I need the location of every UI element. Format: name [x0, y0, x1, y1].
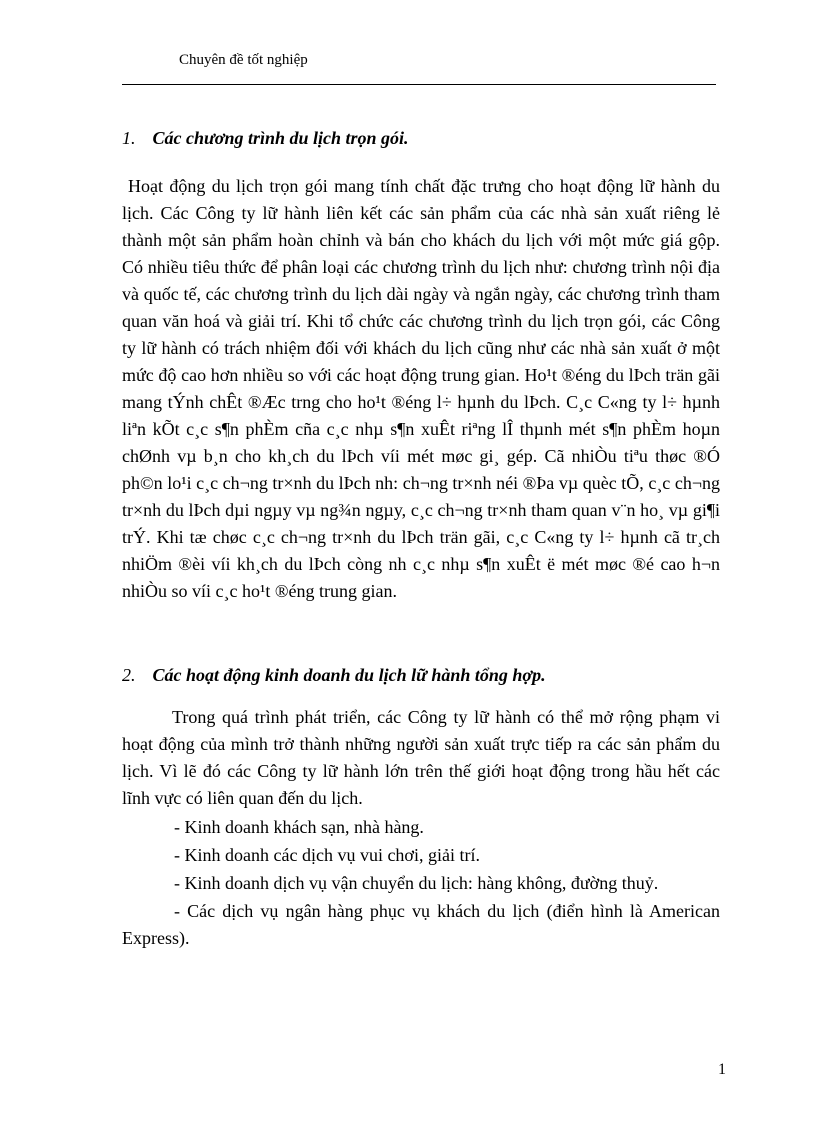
section-number-2: 2. — [122, 665, 136, 685]
section-title-2: Các hoạt động kinh doanh du lịch lữ hành tổng hợp. — [152, 665, 546, 685]
list-item: - Kinh doanh dịch vụ vận chuyển du lịch: hàng không, đường thuỷ. — [174, 873, 659, 893]
section-1-paragraph: Hoạt động du lịch trọn gói mang tính chất đặc trưng cho hoạt động lữ hành du lịch. Các Công ty lữ hành liên kết các sản phẩm của các nhà sản xuất riêng lẻ thành một sản phẩm hoàn chỉnh và bán cho khách du lịch với một mức giá gộp. Có nhiều tiêu thức để phân loại các chương trình du lịch như: chương trình nội địa và quốc tế, các chương trình du lịch dài ngày và ngắn ngày, các chương trình tham quan văn hoá và giải trí. Khi tổ chức các chương trình du lịch trọn gói, các Công ty lữ hành có trách nhiệm đối với khách du lịch cũng như các nhà sản xuất ở một mức độ cao hơn nhiều so với các hoạt động trung gian. Ho¹t ®éng du lÞch trän gãi mang tÝnh chÊt ®Æc trng cho ho¹t ®éng l÷ hµnh du lÞch. C¸c C«ng ty l÷ hµnh liªn kÕt c¸c s¶n phÈm cña c¸c nhµ s¶n xuÊt riªng lÎ thµnh mét s¶n phÈm hoµn chØnh vµ b¸n cho kh¸ch du lÞch víi mét møc gi¸ gép. Cã nhiÒu tiªu thøc ®Ó ph©n lo¹i c¸c ch¬ng tr×nh du lÞch nh: ch¬ng tr×nh néi ®Þa vµ quèc tÕ, c¸c ch¬ng tr×nh du lÞch dµi ngµy vµ ng¾n ngµy, c¸c ch¬ng tr×nh tham quan v¨n ho¸ vµ gi¶i trÝ. Khi tæ chøc c¸c ch¬ng tr×nh du lÞch trän gãi, c¸c C«ng ty l÷ hµnh cã tr¸ch nhiÖm ®èi víi kh¸ch du lÞch còng nh c¸c nhµ s¶n xuÊt ë mét møc ®é cao h¬n nhiÒu so víi c¸c ho¹t ®éng trung gian. — [122, 176, 720, 601]
section-heading-1 — [122, 127, 409, 149]
list-item: - Các dịch vụ ngân hàng phục vụ khách du lịch (điển hình là American Express). — [122, 901, 720, 948]
list-item: - Kinh doanh các dịch vụ vui chơi, giải trí. — [174, 845, 480, 865]
section-title-1: Các chương trình du lịch trọn gói. — [152, 128, 409, 148]
section-2-paragraph: Trong quá trình phát triển, các Công ty lữ hành có thể mở rộng phạm vi hoạt động của mình trở thành những người sản xuất trực tiếp ra các sản phẩm du lịch. Vì lẽ đó các Công ty lữ hành lớn trên thế giới hoạt động trong hầu hết các lĩnh vực có liên quan đến du lịch. — [122, 707, 720, 808]
list-item: - Kinh doanh khách sạn, nhà hàng. — [174, 817, 424, 837]
header-divider — [122, 84, 716, 85]
running-header: Chuyên đề tốt nghiệp — [179, 52, 308, 68]
section-number-1: 1. — [122, 128, 136, 148]
page-number: 1 — [718, 1061, 726, 1078]
section-heading-2 — [122, 664, 546, 686]
